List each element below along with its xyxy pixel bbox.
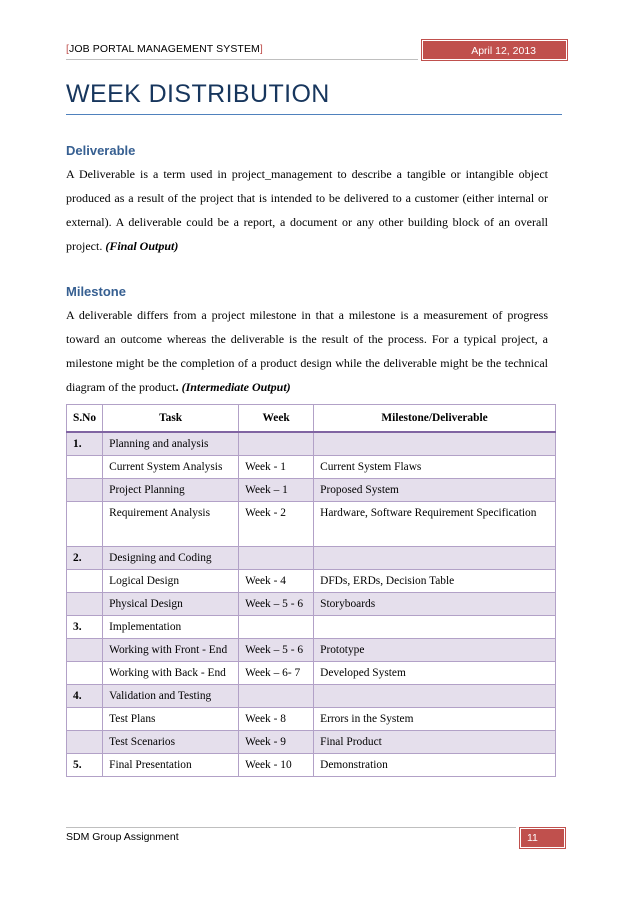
title-rule	[66, 114, 562, 115]
cell-milestone	[314, 547, 556, 570]
cell-week	[239, 547, 314, 570]
cell-task: Project Planning	[103, 479, 239, 502]
cell-milestone: Final Product	[314, 731, 556, 754]
cell-week: Week - 2	[239, 502, 314, 547]
deliverable-heading: Deliverable	[66, 143, 136, 158]
cell-sno	[67, 731, 103, 754]
cell-sno: 2.	[67, 547, 103, 570]
cell-week: Week – 1	[239, 479, 314, 502]
milestone-text: A deliverable differs from a project milestone in that a milestone is a measurement of progress toward an outcome whereas the deliverable is the result of the process. For a typical project, a milestone might be the completion of a product design while the deliverable might be the technical diagram of the product	[66, 308, 548, 394]
cell-milestone: Storyboards	[314, 593, 556, 616]
header-week: Week	[239, 405, 314, 433]
header-bracket-open: [	[66, 43, 70, 55]
cell-task: Requirement Analysis	[103, 502, 239, 547]
table-row	[67, 662, 556, 685]
week-distribution-table	[66, 404, 556, 777]
cell-task: Planning and analysis	[103, 432, 239, 456]
page-title: WEEK DISTRIBUTION	[66, 80, 330, 108]
cell-week: Week - 9	[239, 731, 314, 754]
cell-milestone: Prototype	[314, 639, 556, 662]
cell-milestone: Current System Flaws	[314, 456, 556, 479]
cell-task: Designing and Coding	[103, 547, 239, 570]
cell-task: Test Scenarios	[103, 731, 239, 754]
table-row	[67, 547, 556, 570]
cell-sno: 4.	[67, 685, 103, 708]
cell-week: Week - 8	[239, 708, 314, 731]
footer-rule	[66, 827, 516, 828]
cell-task: Implementation	[103, 616, 239, 639]
header-bracket-close: ]	[259, 43, 263, 55]
deliverable-text: A Deliverable is a term used in project_management to describe a tangible or intangible object produced as a result of the project that is intended to be delivered to a customer (either internal or external). A deliverable could be a report, a document or any other building block of an overall project.	[66, 167, 548, 253]
header-rule	[66, 59, 418, 60]
cell-task: Test Plans	[103, 708, 239, 731]
footer-text: SDM Group Assignment	[66, 831, 179, 843]
cell-milestone	[314, 685, 556, 708]
cell-task: Logical Design	[103, 570, 239, 593]
cell-milestone: DFDs, ERDs, Decision Table	[314, 570, 556, 593]
cell-week: Week – 5 - 6	[239, 639, 314, 662]
table-row	[67, 685, 556, 708]
cell-milestone: Errors in the System	[314, 708, 556, 731]
table-row	[67, 754, 556, 777]
table-row	[67, 502, 556, 547]
cell-task: Final Presentation	[103, 754, 239, 777]
cell-sno	[67, 456, 103, 479]
table-row	[67, 616, 556, 639]
header-date-box	[422, 40, 567, 60]
table-row	[67, 456, 556, 479]
cell-task: Current System Analysis	[103, 456, 239, 479]
cell-task: Validation and Testing	[103, 685, 239, 708]
cell-milestone: Proposed System	[314, 479, 556, 502]
cell-task: Physical Design	[103, 593, 239, 616]
cell-task: Working with Back - End	[103, 662, 239, 685]
cell-sno	[67, 570, 103, 593]
table-row	[67, 708, 556, 731]
header-task: Task	[103, 405, 239, 433]
table-row	[67, 432, 556, 456]
cell-week: Week - 10	[239, 754, 314, 777]
deliverable-paragraph	[66, 162, 548, 258]
cell-sno	[67, 593, 103, 616]
cell-milestone: Hardware, Software Requirement Specification	[314, 502, 556, 547]
cell-sno	[67, 662, 103, 685]
page-number: 11	[527, 832, 538, 844]
cell-week: Week – 6- 7	[239, 662, 314, 685]
milestone-paragraph	[66, 303, 548, 399]
cell-week	[239, 616, 314, 639]
table-row	[67, 731, 556, 754]
table-row	[67, 593, 556, 616]
milestone-heading: Milestone	[66, 284, 126, 299]
cell-week: Week - 1	[239, 456, 314, 479]
header-milestone: Milestone/Deliverable	[314, 405, 556, 433]
cell-task: Working with Front - End	[103, 639, 239, 662]
milestone-period: .	[175, 380, 179, 394]
deliverable-emphasis: (Final Output)	[105, 239, 179, 253]
cell-milestone: Demonstration	[314, 754, 556, 777]
cell-sno: 3.	[67, 616, 103, 639]
header-date: April 12, 2013	[471, 45, 536, 57]
cell-week: Week – 5 - 6	[239, 593, 314, 616]
table-row	[67, 639, 556, 662]
header-title: JOB PORTAL MANAGEMENT SYSTEM	[69, 43, 260, 55]
cell-sno	[67, 708, 103, 731]
milestone-emphasis: (Intermediate Output)	[178, 380, 291, 394]
cell-sno	[67, 479, 103, 502]
table-header-row	[67, 405, 556, 433]
cell-sno	[67, 502, 103, 547]
cell-milestone	[314, 616, 556, 639]
cell-week: Week - 4	[239, 570, 314, 593]
cell-milestone: Developed System	[314, 662, 556, 685]
cell-milestone	[314, 432, 556, 456]
cell-week	[239, 685, 314, 708]
cell-sno: 1.	[67, 432, 103, 456]
page-number-box	[520, 828, 565, 848]
running-header	[66, 43, 263, 55]
table-row	[67, 570, 556, 593]
header-sno: S.No	[67, 405, 103, 433]
cell-sno: 5.	[67, 754, 103, 777]
cell-week	[239, 432, 314, 456]
cell-sno	[67, 639, 103, 662]
table-row	[67, 479, 556, 502]
